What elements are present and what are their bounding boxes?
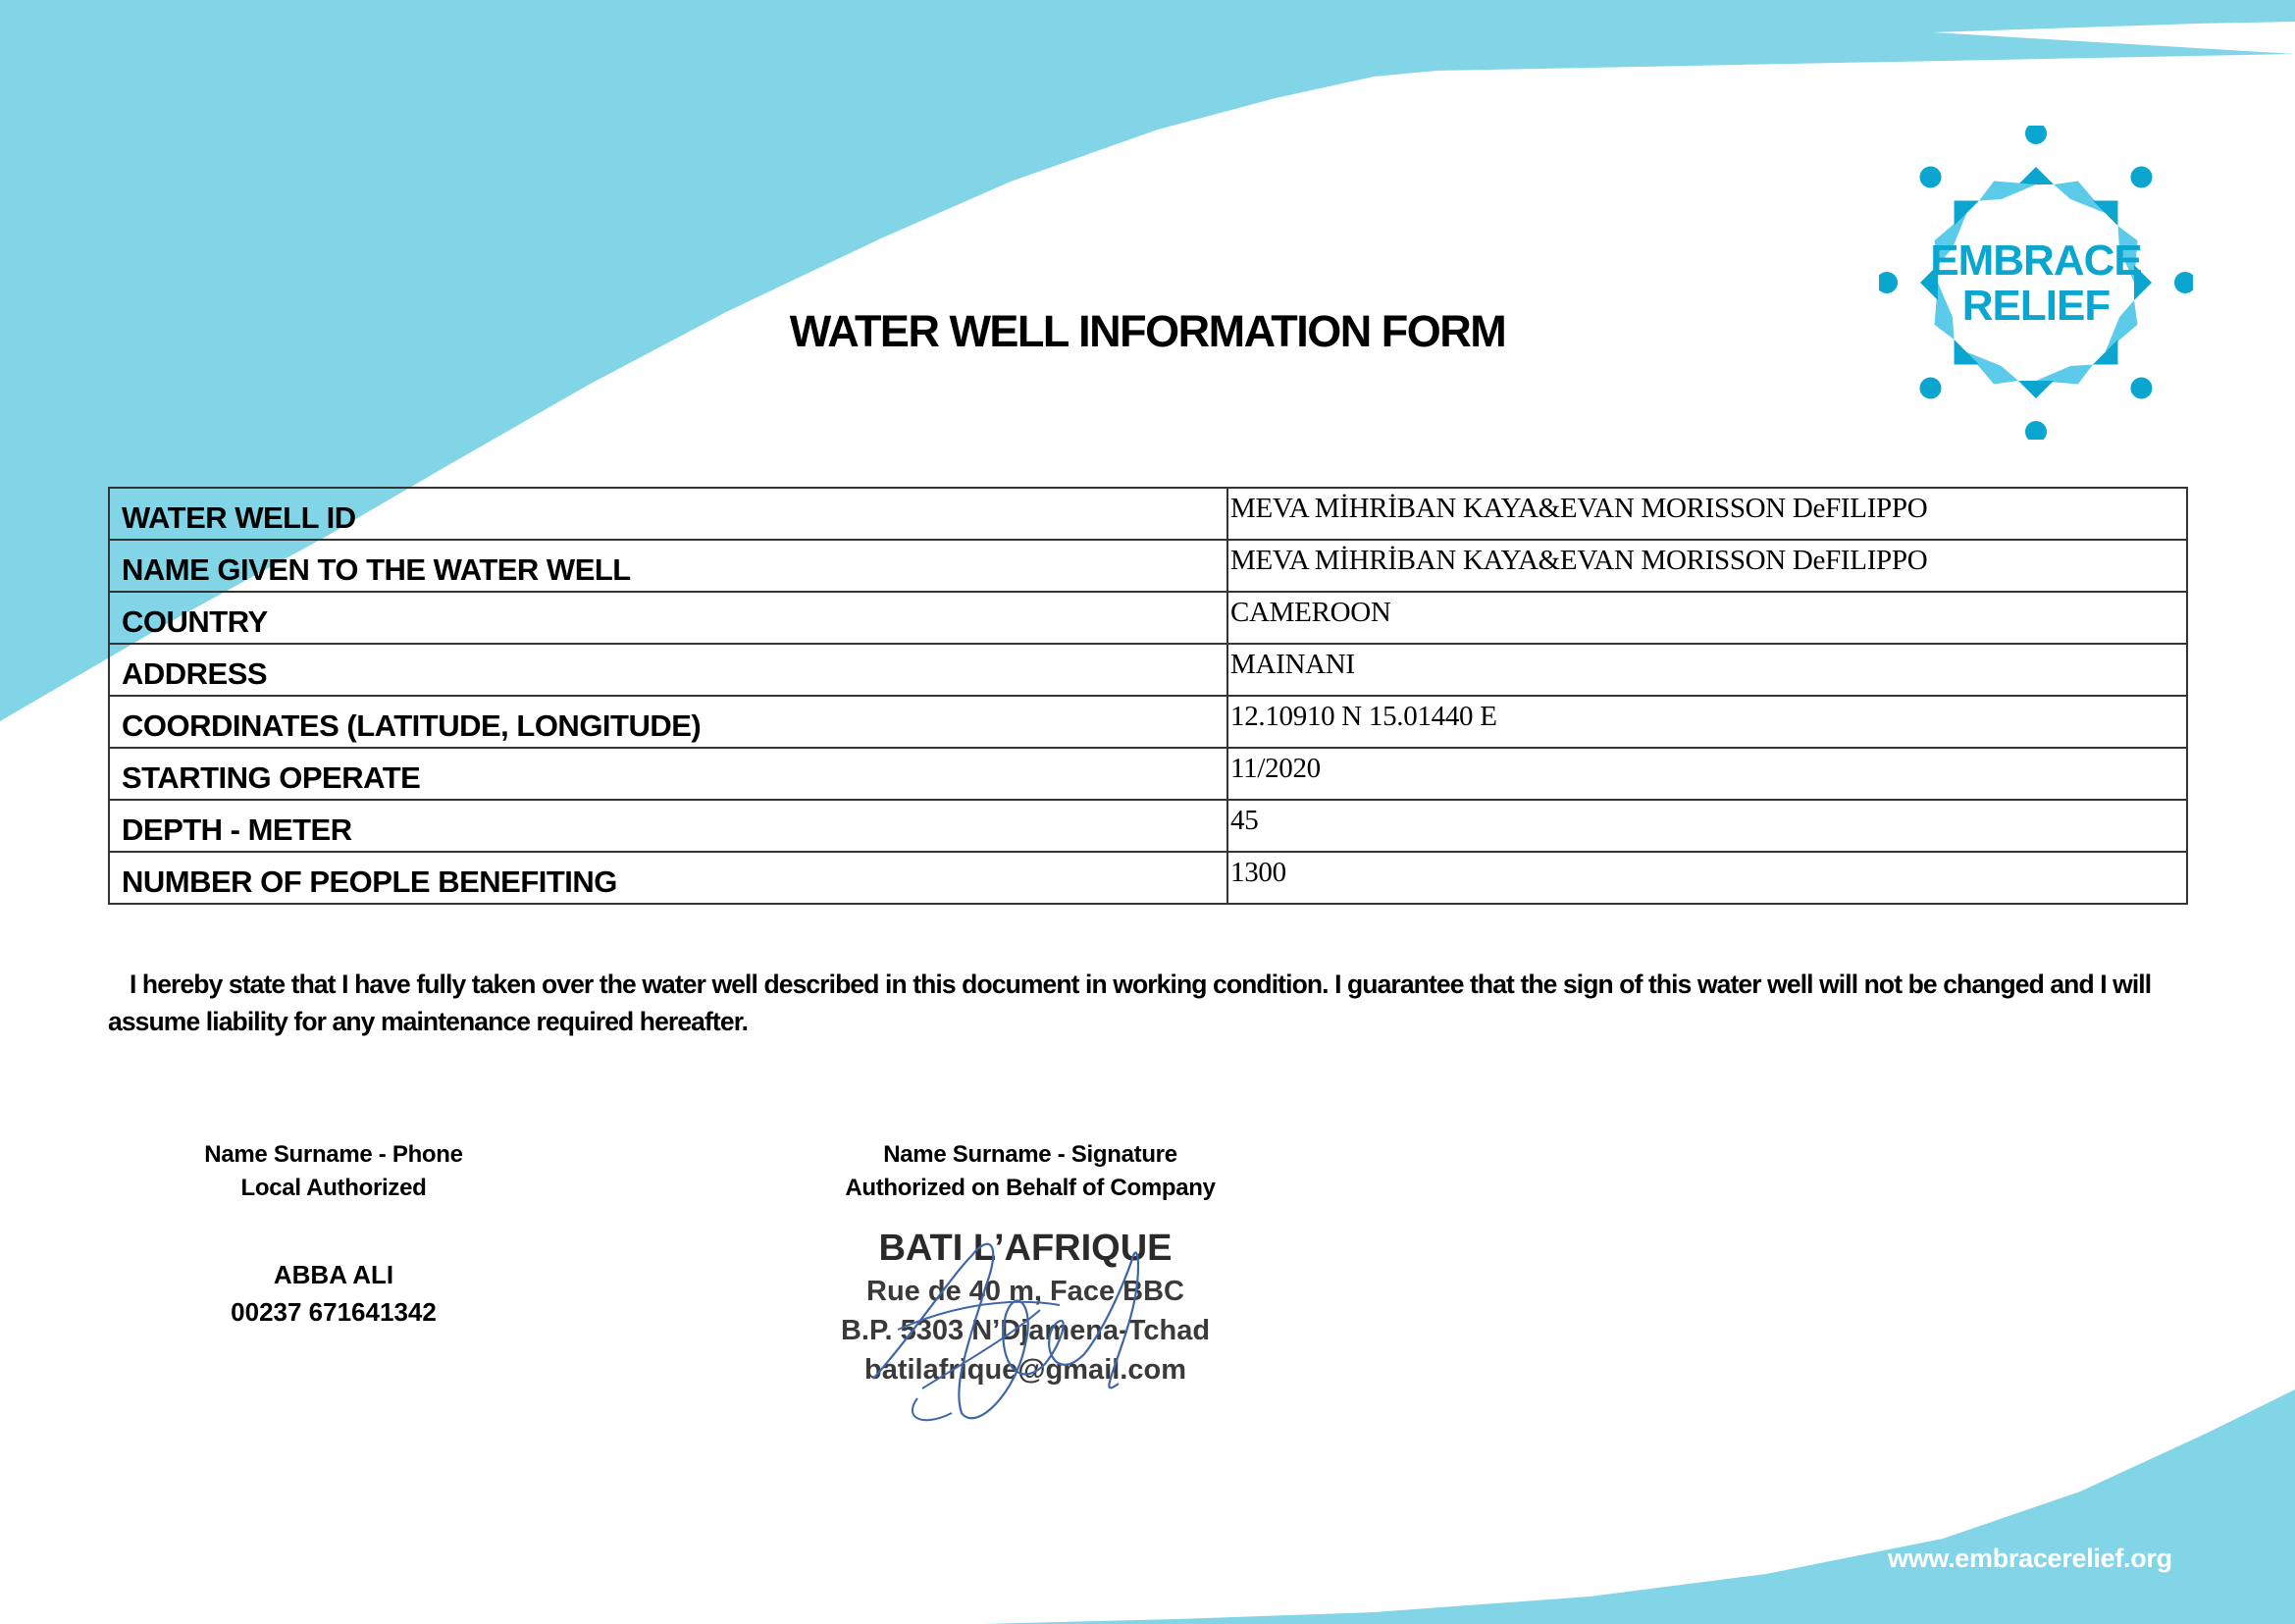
local-caption-line1: Name Surname - Phone [204, 1141, 463, 1168]
field-value[interactable]: 11/2020 [1227, 748, 2187, 800]
handwritten-signature [805, 1217, 1246, 1433]
company-authorized-block [775, 1138, 1285, 1205]
embrace-relief-logo [1879, 126, 2193, 440]
table-row [109, 540, 2187, 592]
logo-text-line1: EMBRACE [1930, 236, 2142, 285]
logo-figure-body [2018, 381, 2054, 398]
field-value[interactable]: 12.10910 N 15.01440 E [1227, 696, 2187, 748]
table-row [109, 644, 2187, 696]
table-row [109, 592, 2187, 644]
company-stamp [805, 1217, 1246, 1433]
local-authorized-phone: 00237 671641342 [231, 1297, 437, 1327]
logo-figure-body [1955, 201, 1979, 226]
logo-figure-head [1920, 167, 1942, 188]
page-title: WATER WELL INFORMATION FORM [789, 306, 1506, 356]
local-caption-line2: Local Authorized [240, 1175, 427, 1201]
stamp-email: batilafrique@gmail.com [863, 1354, 1186, 1386]
logo-figure-body [2018, 167, 2054, 184]
logo-figure-head [1879, 272, 1898, 293]
company-caption-line1: Name Surname - Signature [883, 1141, 1177, 1168]
logo-text-line2: RELIEF [1961, 282, 2111, 330]
logo-figure-head [2025, 421, 2047, 440]
field-label: COUNTRY [109, 592, 1227, 644]
logo-figure-head [2174, 272, 2193, 293]
stamp-company-name: BATI L’AFRIQUE [878, 1228, 1173, 1269]
company-caption-line2: Authorized on Behalf of Company [845, 1175, 1216, 1201]
logo-figure-arm [2106, 300, 2138, 352]
field-value[interactable]: 1300 [1227, 852, 2187, 904]
logo-figure-head [2130, 377, 2152, 398]
liability-statement: I hereby state that I have fully taken over the water well described in this document in working condition. I guarantee that the sign of this water well will not be changed and I will assume liability for any maintenance required hereafter. [108, 969, 2152, 1036]
stamp-address-line1: Rue de 40 m, Face BBC [866, 1276, 1184, 1307]
well-info-table [108, 487, 2188, 905]
table-row [109, 800, 2187, 852]
logo-figure-arm [1966, 352, 2018, 385]
field-value[interactable]: MEVA MİHRİBAN KAYA&EVAN MORISSON DeFILIPPO [1227, 488, 2187, 540]
logo-figure-head [2130, 167, 2152, 188]
logo-figure-head [2025, 126, 2047, 144]
field-value[interactable]: 45 [1227, 800, 2187, 852]
field-label: NUMBER OF PEOPLE BENEFITING [109, 852, 1227, 904]
local-authorized-name: ABBA ALI [273, 1260, 394, 1289]
field-label: DEPTH - METER [109, 800, 1227, 852]
stamp-address-line2: B.P. 5303 N’Djamena-Tchad [840, 1315, 1211, 1346]
logo-figure-head [1920, 377, 1942, 398]
field-label: ADDRESS [109, 644, 1227, 696]
field-label: NAME GIVEN TO THE WATER WELL [109, 540, 1227, 592]
local-authorized-block [147, 1138, 520, 1331]
table-row [109, 488, 2187, 540]
logo-figure-arm [1979, 182, 2036, 201]
table-row [109, 852, 2187, 904]
field-label: STARTING OPERATE [109, 748, 1227, 800]
field-value[interactable]: MAINANI [1227, 644, 2187, 696]
logo-figure-arm [2054, 182, 2106, 214]
field-value[interactable]: MEVA MİHRİBAN KAYA&EVAN MORISSON DeFILIPPO [1227, 540, 2187, 592]
logo-emblem-icon [1879, 126, 2193, 440]
table-row [109, 696, 2187, 748]
logo-figure-body [1955, 340, 1979, 364]
field-label: COORDINATES (LATITUDE, LONGITUDE) [109, 696, 1227, 748]
field-value[interactable]: CAMEROON [1227, 592, 2187, 644]
table-row [109, 748, 2187, 800]
field-label: WATER WELL ID [109, 488, 1227, 540]
website-link[interactable]: www.embracerelief.org [1888, 1544, 2172, 1573]
